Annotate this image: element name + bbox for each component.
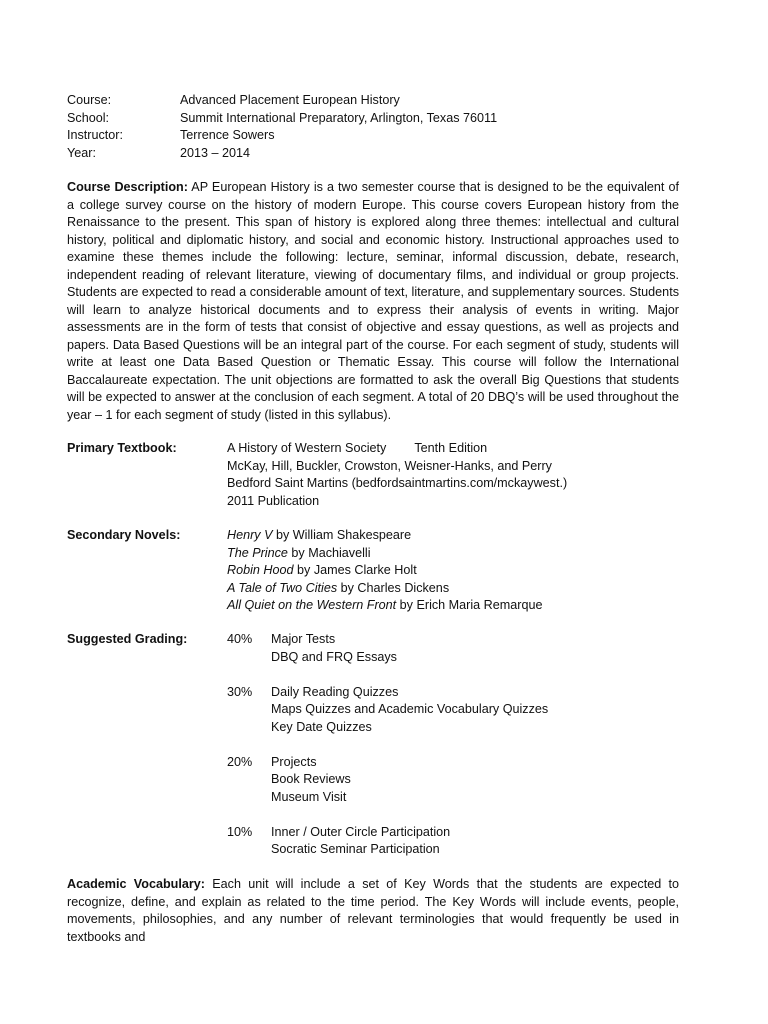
grading-percent: 10% — [227, 824, 253, 839]
info-value: Advanced Placement European History — [180, 93, 400, 107]
vocabulary-paragraph — [67, 876, 679, 946]
grading-item: Key Date Quizzes — [271, 719, 372, 734]
grading-item: Maps Quizzes and Academic Vocabulary Quizzes — [271, 702, 549, 716]
novel-title: All Quiet on the Western Front — [227, 598, 397, 612]
course-description — [67, 179, 679, 424]
grading-items — [271, 631, 397, 666]
info-row-school — [67, 110, 679, 128]
grading-group — [227, 684, 548, 737]
grading-group — [227, 631, 548, 666]
grading-group — [227, 824, 548, 859]
grading-item: Major Tests — [271, 632, 336, 646]
novel-author: by Erich Maria Remarque — [396, 598, 543, 612]
textbook-publisher: Bedford Saint Martins (bedfordsaintmartins.com/mckaywest.) — [227, 476, 568, 490]
grading-groups — [227, 631, 548, 859]
textbook-row — [67, 440, 679, 510]
novel-title: The Prince — [227, 545, 288, 560]
novel-title: A Tale of Two Cities — [227, 580, 338, 595]
info-row-year — [67, 145, 679, 163]
info-label: School: — [67, 110, 110, 125]
info-label: Year: — [67, 145, 96, 160]
grading-percent: 40% — [227, 632, 253, 646]
vocabulary-text: Each unit will include a set of Key Words that the students are expected to recognize, define, and explain as related to the time period. The Key Words will include events, people, movements, philosophies, and any number of relevant terminologies that would frequently be used in textbooks and — [67, 877, 680, 944]
novel-item — [227, 597, 542, 615]
grading-items — [271, 684, 548, 737]
novel-author: by Charles Dickens — [337, 580, 450, 595]
grading-item: Museum Visit — [271, 789, 347, 804]
grading-percent: 20% — [227, 754, 253, 769]
primary-textbook-section — [67, 440, 679, 510]
grading-group — [227, 754, 548, 807]
grading-item: DBQ and FRQ Essays — [271, 649, 397, 664]
novel-item — [227, 545, 542, 563]
novel-item — [227, 580, 542, 598]
grading-item: Daily Reading Quizzes — [271, 684, 399, 699]
novel-author: by James Clarke Holt — [293, 563, 417, 577]
grading-item: Inner / Outer Circle Participation — [271, 824, 451, 839]
info-row-course — [67, 92, 679, 110]
info-row-instructor — [67, 127, 679, 145]
grading-percent: 30% — [227, 684, 253, 699]
textbook-title-line — [227, 440, 567, 458]
novels-row — [67, 527, 679, 615]
textbook-title: A History of Western Society — [227, 441, 387, 455]
info-value: 2013 – 2014 — [180, 145, 251, 160]
grading-items — [271, 824, 450, 859]
description-text: AP European History is a two semester course that is designed to be the equivalent of a college survey course on the history of modern Europe. This course covers European history from the Renaissance to the present. This span of history is explored along three themes: intellectual and cultural history, political and diplomatic history, and social and economic history. Instructional approaches used to examine these themes include the following: lecture, seminar, informal discussion, debate, research, independent reading of relevant literature, viewing of documentary films, and individual or group projects. Students are expected to read a considerable amount of text, literature, and supplementary sources. Students will learn to analyze historical documents and to express their analysis of events in writing. Major assessments are in the form of tests that consist of objective and essay questions, as well as projects and papers. Data Based Questions will be an integral part of the course. For each segment of study, students will write at least one Data Based Question or Thematic Essay. This course will follow the International Baccalaureate expectation. The unit objections are formatted to ask the overall Big Questions that students will be expected to answer at the conclusion of each segment. A total of 20 DBQ’s will be used throughout the year – 1 for each segment of study (listed in this syllabus). — [67, 180, 679, 422]
info-value: Terrence Sowers — [180, 128, 275, 142]
textbook-details — [227, 440, 567, 510]
novels-label: Secondary Novels: — [67, 528, 181, 542]
grading-items — [271, 754, 351, 807]
novel-title: Robin Hood — [227, 563, 294, 577]
novel-item — [227, 562, 542, 580]
textbook-year: 2011 Publication — [227, 493, 320, 508]
info-label: Course: — [67, 93, 112, 107]
grading-section — [67, 631, 679, 859]
academic-vocabulary-section — [67, 876, 679, 946]
grading-item: Socratic Seminar Participation — [271, 842, 440, 856]
novel-author: by William Shakespeare — [272, 528, 412, 542]
novel-item — [227, 527, 542, 545]
textbook-edition: Tenth Edition — [414, 441, 488, 455]
textbook-label: Primary Textbook: — [67, 441, 177, 455]
novel-title: Henry V — [227, 528, 273, 542]
textbook-authors: McKay, Hill, Buckler, Crowston, Weisner-Hanks, and Perry — [227, 458, 552, 473]
novels-list — [227, 527, 542, 615]
info-label: Instructor: — [67, 128, 123, 142]
vocabulary-label: Academic Vocabulary: — [67, 877, 205, 891]
grading-item: Book Reviews — [271, 772, 351, 786]
description-paragraph — [67, 179, 679, 424]
grading-label: Suggested Grading: — [67, 632, 188, 646]
novel-author: by Machiavelli — [287, 545, 371, 560]
secondary-novels-section — [67, 527, 679, 615]
grading-item: Projects — [271, 754, 317, 769]
grading-row — [67, 631, 679, 859]
description-label: Course Description: — [67, 180, 188, 194]
course-info — [67, 92, 679, 162]
info-value: Summit International Preparatory, Arlington, Texas 76011 — [180, 110, 498, 125]
